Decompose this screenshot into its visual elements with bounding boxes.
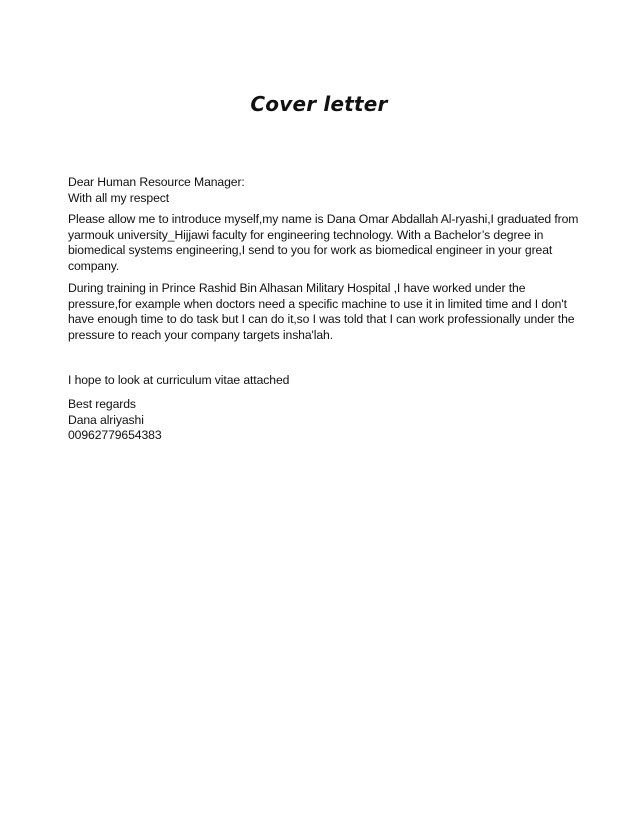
phone-number: 00962779654383 (68, 428, 162, 442)
closing-block (68, 373, 548, 389)
closing-line: I hope to look at curriculum vitae attached (68, 373, 290, 387)
paragraph-training (68, 281, 575, 343)
signature-block (68, 397, 548, 444)
paragraph-line: pressure to reach your company targets insha'lah. (68, 327, 334, 342)
signer-name: Dana alriyashi (68, 412, 144, 427)
paragraph-introduction (68, 212, 579, 274)
document-title: Cover letter (250, 92, 388, 116)
respect-line: With all my respect (68, 190, 170, 205)
paragraph-line: biomedical systems engineering,I send to you for work as biomedical engineer in your great (68, 243, 553, 257)
greeting-block (68, 175, 548, 206)
paragraph-line: pressure,for example when doctors need a specific machine to use it in limited time and I don't (68, 296, 567, 311)
paragraph-line: yarmouk university_Hijjawi faculty for engineering technology. With a Bachelor’s degree in (68, 227, 544, 242)
paragraph-line: company. (68, 258, 120, 273)
signoff: Best regards (68, 397, 136, 411)
paragraph-line: During training in Prince Rashid Bin Alhasan Military Hospital ,I have worked under the (68, 281, 526, 295)
paragraph-line: Please allow me to introduce myself,my name is Dana Omar Abdallah Al-ryashi,I graduated from (68, 212, 579, 226)
salutation: Dear Human Resource Manager: (68, 175, 245, 189)
paragraph-line: have enough time to do task but I can do it,so I was told that I can work professionally under the (68, 312, 575, 326)
